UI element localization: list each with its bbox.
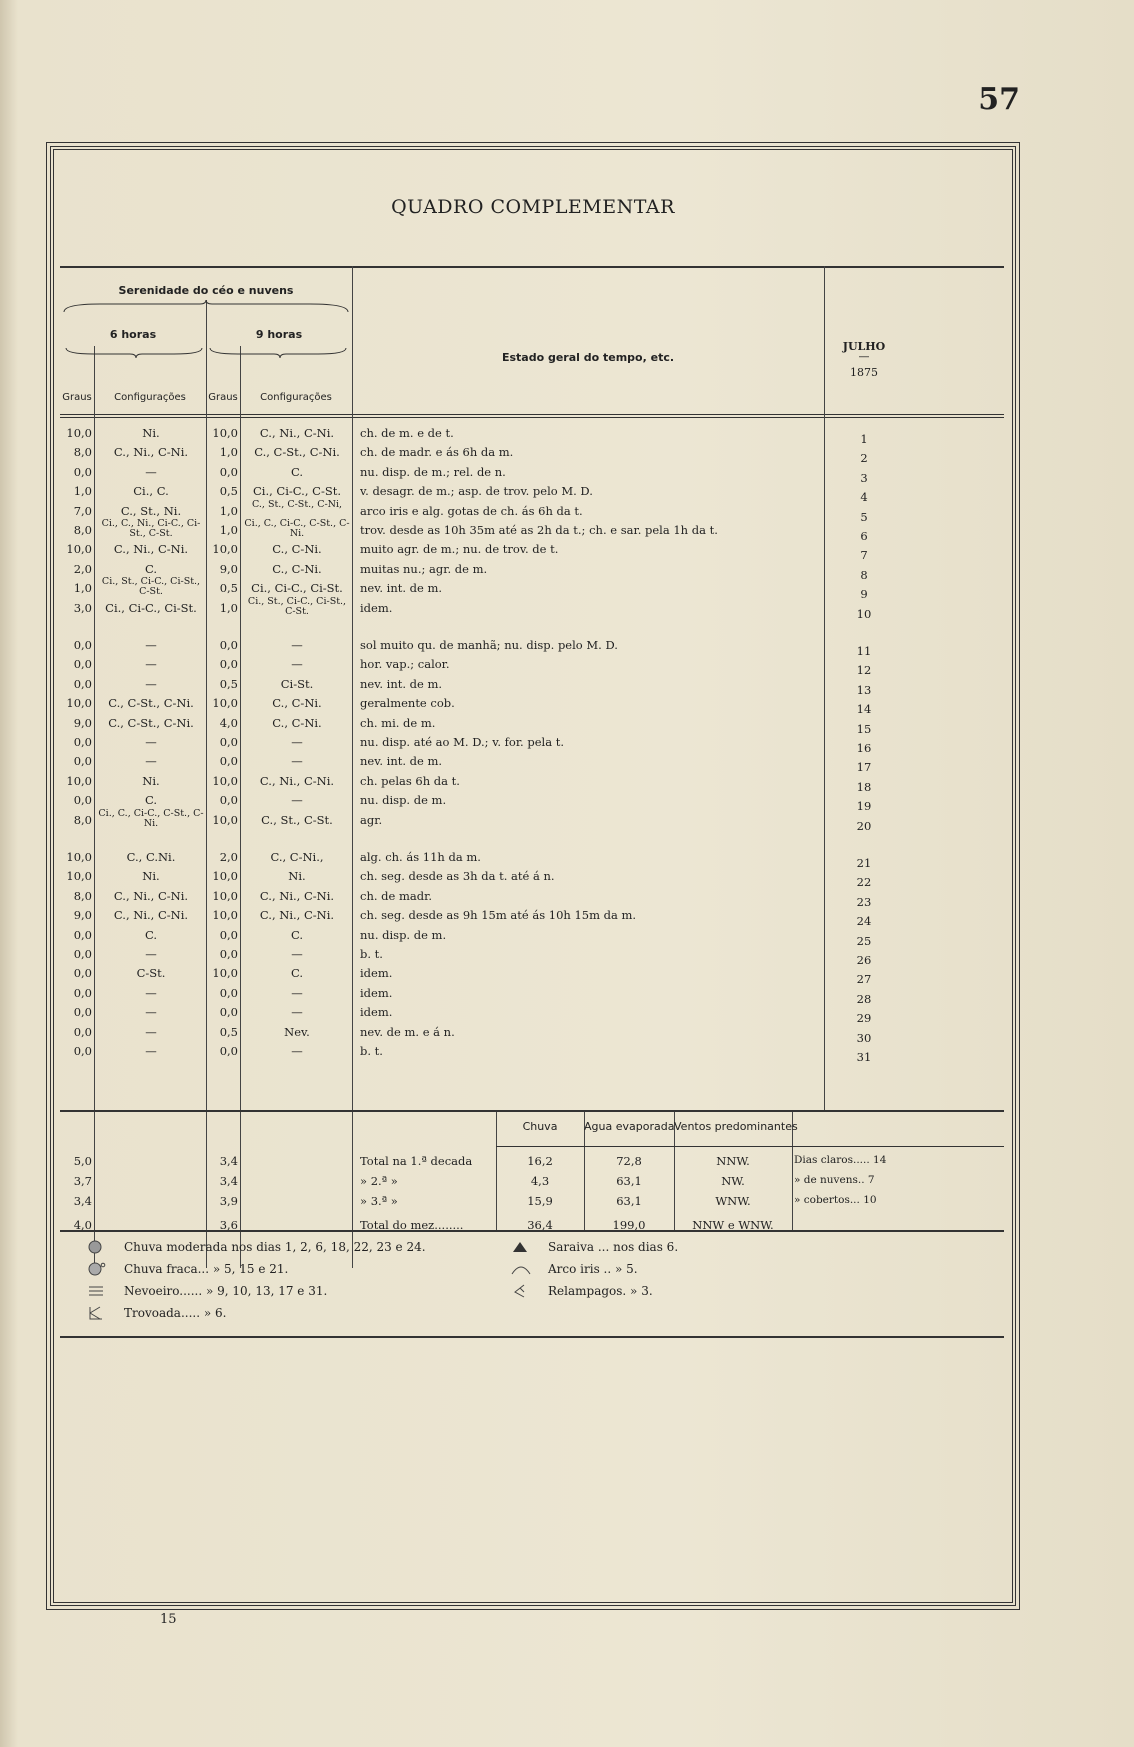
cell-g9: 2,0 — [219, 850, 238, 864]
summary-label: » 3.ª » — [360, 1194, 398, 1208]
summary-vento: NNW. — [716, 1154, 750, 1168]
cell-c9: C., C-Ni. — [272, 696, 322, 711]
cell-d: 11 — [856, 644, 872, 658]
col-divider — [352, 266, 353, 1110]
cell-g9: 1,0 — [219, 503, 238, 518]
summary-g9: 3,4 — [219, 1174, 238, 1188]
cell-e: trov. desde as 10h 35m até as 2h da t.; ch. e sar. pela 1h da t. — [360, 523, 718, 537]
cell-c9: — — [291, 657, 303, 672]
cell-e: ch. de madr. e ás 6h da m. — [360, 445, 514, 460]
cell-c9: — — [291, 985, 303, 1000]
summary-label: Total na 1.ª decada — [360, 1154, 473, 1168]
legend-label: Trovoada..... » 6. — [124, 1306, 227, 1320]
summary-dias: Dias claros..... 14 — [794, 1154, 887, 1166]
cell-g6: 8,0 — [73, 523, 92, 537]
cell-c6: Ci., C., Ni., Ci-C., Ci-St., C-St. — [101, 519, 201, 539]
cell-g6: 10,0 — [66, 426, 92, 440]
cell-d: 1 — [860, 432, 868, 446]
cell-c6: — — [145, 638, 157, 652]
cell-e: nu. disp. até ao M. D.; v. for. pela t. — [360, 735, 564, 749]
summary-g9: 3,6 — [219, 1218, 238, 1232]
cell-g6: 1,0 — [73, 484, 92, 499]
summary-g9: 3,4 — [219, 1154, 238, 1168]
cell-c6: C., C-St., C-Ni. — [108, 715, 194, 730]
cell-g9: 0,0 — [219, 638, 238, 652]
cell-d: 25 — [856, 933, 872, 948]
cell-c6: C., St., Ni. — [120, 503, 182, 518]
summary-g6: 3,7 — [73, 1174, 92, 1188]
summary-dias: » cobertos... 10 — [794, 1194, 877, 1206]
cell-c6: C. — [144, 561, 158, 576]
summary-bottom-rule — [60, 1230, 1004, 1232]
cell-g9: 10,0 — [212, 426, 238, 440]
cell-c9: C., Ni., C-Ni. — [259, 888, 335, 903]
cell-g9: 0,5 — [219, 581, 238, 596]
cell-g9: 0,0 — [219, 985, 238, 1000]
cell-d: 21 — [856, 856, 872, 870]
cell-g9: 0,0 — [219, 793, 238, 808]
cell-c6: Ci., C., Ci-C., C-St., C-Ni. — [98, 808, 204, 829]
cell-c6: C., C.Ni. — [126, 850, 176, 864]
cell-c9: — — [291, 735, 303, 749]
cell-g9: 1,0 — [219, 600, 238, 615]
cell-c9: C., St., C-St. — [261, 812, 333, 827]
cell-d: 20 — [856, 818, 872, 833]
cell-c6: — — [145, 985, 157, 1000]
summary-g6: 5,0 — [73, 1154, 92, 1168]
col-divider — [240, 346, 241, 1110]
cell-c6: Ni. — [142, 426, 160, 440]
cell-c9: — — [291, 754, 303, 769]
cell-d: 17 — [856, 760, 872, 775]
cell-e: agr. — [360, 812, 383, 827]
cell-d: 30 — [856, 1030, 872, 1045]
rainbow-icon — [510, 1262, 532, 1276]
fog-icon — [88, 1284, 104, 1298]
cell-c9: C. — [290, 966, 304, 981]
col-divider — [94, 346, 95, 1110]
cell-c6: Ci., Ci-C., Ci-St. — [105, 600, 197, 615]
cell-d: 15 — [856, 721, 872, 736]
legend-label: Arco iris .. » 5. — [548, 1262, 638, 1276]
cell-g9: 4,0 — [219, 715, 238, 730]
cell-c9: Ci., C., Ci-C., C-St., C-Ni. — [244, 519, 350, 539]
cell-c9: C., Ni., C-Ni. — [259, 773, 335, 788]
summary-vento: NW. — [721, 1174, 745, 1188]
cell-c9: Ci., Ci-C., C-St. — [252, 484, 341, 499]
cell-g6: 3,0 — [73, 600, 92, 615]
estado-header: Estado geral do tempo, etc. — [501, 351, 675, 364]
cell-g9: 0,5 — [219, 676, 238, 691]
cell-g6: 0,0 — [73, 638, 92, 652]
legend-label: Nevoeiro...... » 9, 10, 13, 17 e 31. — [124, 1284, 328, 1298]
cell-d: 24 — [856, 914, 872, 929]
cell-e: nev. int. de m. — [360, 754, 443, 769]
cell-e: idem. — [360, 966, 393, 981]
cell-d: 27 — [856, 972, 872, 987]
cell-e: nev. de m. e á n. — [360, 1024, 455, 1039]
cell-c6: Ci., St., Ci-C., Ci-St., C-St. — [101, 577, 201, 598]
cell-g6: 0,0 — [73, 754, 92, 769]
cell-c6: Ni. — [142, 869, 160, 884]
cell-c9: C., C-St., C-Ni. — [254, 445, 340, 460]
cell-g6: 0,0 — [73, 985, 92, 1000]
group-header: Serenidade do céo e nuvens — [118, 284, 294, 297]
lightning-icon — [512, 1284, 528, 1298]
cell-e: ch. de m. e de t. — [360, 426, 454, 440]
cell-c6: — — [145, 1005, 157, 1020]
cell-d: 12 — [856, 663, 872, 678]
summary-g6: 3,4 — [73, 1194, 92, 1208]
legend-bottom-rule — [60, 1336, 1004, 1338]
cell-c9: C., Ni., C-Ni. — [259, 426, 335, 440]
cell-d: 14 — [856, 702, 872, 717]
cell-g9: 0,5 — [219, 1024, 238, 1039]
cell-g6: 0,0 — [73, 1044, 92, 1058]
cell-e: v. desagr. de m.; asp. de trov. pelo M. D. — [360, 484, 593, 499]
cell-e: idem. — [360, 985, 393, 1000]
summary-agua: 63,1 — [616, 1174, 642, 1188]
cell-d: 18 — [856, 779, 872, 794]
legend-label: Saraiva ... nos dias 6. — [548, 1240, 679, 1254]
cell-g9: 9,0 — [219, 561, 238, 576]
summary-header-rule — [496, 1146, 1004, 1147]
cell-e: hor. vap.; calor. — [360, 657, 450, 672]
cell-d: 2 — [860, 451, 868, 466]
cell-g6: 9,0 — [73, 908, 92, 923]
cell-g9: 10,0 — [212, 908, 238, 923]
cell-g9: 0,0 — [219, 927, 238, 942]
summary-agua: 72,8 — [616, 1154, 642, 1168]
summary-dias: » de nuvens.. 7 — [794, 1174, 875, 1186]
cell-c9: Ci-St. — [280, 676, 314, 691]
h6-header: 6 horas — [109, 328, 157, 341]
cell-c6: C., Ni., C-Ni. — [113, 542, 189, 557]
cell-g6: 0,0 — [73, 927, 92, 942]
graus-header-9: Graus — [208, 392, 238, 403]
summary-chuva: 15,9 — [527, 1194, 553, 1208]
cell-g9: 0,0 — [219, 1005, 238, 1020]
table-frame — [50, 146, 1016, 1606]
cell-e: nu. disp. de m. — [360, 927, 447, 942]
brace-decoration-2 — [64, 346, 348, 358]
cell-c6: — — [145, 676, 157, 691]
cell-e: ch. de madr. — [360, 888, 432, 903]
cell-d: 9 — [860, 587, 868, 602]
cell-g6: 0,0 — [73, 676, 92, 691]
summary-chuva: 16,2 — [527, 1154, 553, 1168]
cell-g6: 8,0 — [73, 812, 92, 827]
cell-g6: 2,0 — [73, 561, 92, 576]
cell-c9: — — [291, 638, 303, 652]
agua-header: Agua evaporada — [584, 1120, 675, 1133]
cell-c6: C., Ni., C-Ni. — [113, 888, 189, 903]
cell-g6: 0,0 — [73, 966, 92, 981]
cell-g6: 10,0 — [66, 869, 92, 884]
cell-g9: 10,0 — [212, 542, 238, 557]
cell-g9: 10,0 — [212, 888, 238, 903]
cell-c6: Ci., C. — [133, 484, 169, 499]
cell-c6: C. — [144, 793, 158, 808]
cell-g6: 0,0 — [73, 735, 92, 749]
config-header-9: Configurações — [260, 392, 332, 403]
cell-g6: 9,0 — [73, 715, 92, 730]
rain-moderate-icon — [88, 1240, 102, 1254]
cell-c6: Ni. — [142, 773, 160, 788]
rain-light-icon — [88, 1262, 106, 1276]
cell-c6: C., Ni., C-Ni. — [113, 445, 189, 460]
cell-c6: — — [145, 1024, 157, 1039]
cell-g6: 10,0 — [66, 850, 92, 864]
cell-c9: — — [291, 1044, 303, 1058]
cell-c6: — — [145, 464, 157, 479]
cell-d: 13 — [856, 682, 872, 697]
summary-g9: 3,9 — [219, 1194, 238, 1208]
cell-g9: 0,0 — [219, 1044, 238, 1058]
cell-g9: 0,0 — [219, 657, 238, 672]
summary-agua: 199,0 — [612, 1218, 646, 1232]
cell-c9: — — [291, 1005, 303, 1020]
cell-e: nu. disp. de m. — [360, 793, 447, 808]
cell-d: 10 — [856, 606, 872, 621]
legend-label: Chuva fraca... » 5, 15 e 21. — [124, 1262, 289, 1276]
cell-e: ch. pelas 6h da t. — [360, 773, 460, 788]
cell-e: ch. seg. desde as 9h 15m até ás 10h 15m da m. — [360, 908, 637, 923]
cell-c9: C., Ni., C-Ni. — [259, 908, 335, 923]
cell-g6: 10,0 — [66, 773, 92, 788]
cell-c9: C. — [290, 464, 304, 479]
summary-vento: WNW. — [715, 1194, 751, 1208]
cell-g6: 0,0 — [73, 464, 92, 479]
cell-c9: C., C-Ni., — [270, 850, 324, 864]
cell-c9: C., St., C-St., C-Ni, — [251, 499, 343, 510]
cell-e: b. t. — [360, 947, 383, 961]
cell-g9: 10,0 — [212, 869, 238, 884]
cell-e: muito agr. de m.; nu. de trov. de t. — [360, 542, 559, 557]
cell-d: 31 — [856, 1050, 872, 1064]
cell-g9: 0,0 — [219, 947, 238, 961]
cell-e: nu. disp. de m.; rel. de n. — [360, 464, 506, 479]
cell-d: 4 — [860, 490, 868, 505]
cell-g6: 1,0 — [73, 581, 92, 596]
hail-icon — [512, 1240, 528, 1254]
cell-d: 6 — [860, 529, 868, 543]
cell-d: 19 — [856, 799, 872, 814]
cell-c9: C., C-Ni. — [272, 715, 322, 730]
cell-g9: 10,0 — [212, 773, 238, 788]
cell-c6: C-St. — [136, 966, 166, 981]
cell-g9: 10,0 — [212, 812, 238, 827]
month-dash: — — [858, 350, 870, 363]
cell-g6: 0,0 — [73, 947, 92, 961]
cell-c6: C., C-St., C-Ni. — [108, 696, 194, 711]
cell-e: muitas nu.; agr. de m. — [360, 561, 488, 576]
h9-header: 9 horas — [255, 328, 303, 341]
cell-e: ch. seg. desde as 3h da t. até á n. — [360, 869, 555, 884]
cell-c9: C., C-Ni. — [272, 561, 322, 576]
config-header-6: Configurações — [114, 392, 186, 403]
cell-g6: 7,0 — [73, 503, 92, 518]
cell-d: 29 — [856, 1011, 872, 1026]
cell-g6: 0,0 — [73, 657, 92, 672]
cell-d: 5 — [860, 509, 868, 524]
cell-g9: 0,0 — [219, 735, 238, 749]
cell-d: 3 — [860, 470, 868, 485]
cell-e: ch. mi. de m. — [360, 715, 436, 730]
summary-g6: 4,0 — [73, 1218, 92, 1232]
brace-decoration — [60, 300, 352, 314]
legend-label: Chuva moderada nos dias 1, 2, 6, 18, 22, 23 e 24. — [124, 1240, 426, 1254]
summary-agua: 63,1 — [616, 1194, 642, 1208]
chuva-header: Chuva — [522, 1120, 558, 1133]
cell-c6: — — [145, 754, 157, 769]
cell-d: 22 — [856, 875, 872, 890]
cell-e: b. t. — [360, 1044, 383, 1058]
header-bottom-rule — [60, 414, 1004, 415]
legend-label: Relampagos. » 3. — [548, 1284, 653, 1298]
graus-header-6: Graus — [62, 392, 92, 403]
footer-signature: 15 — [160, 1612, 177, 1627]
cell-g6: 8,0 — [73, 445, 92, 460]
cell-c6: C., Ni., C-Ni. — [113, 908, 189, 923]
month-header: JULHO — [842, 340, 886, 353]
cell-c9: C. — [290, 927, 304, 942]
summary-top-rule — [60, 1110, 1004, 1112]
cell-d: 26 — [856, 953, 872, 967]
cell-g6: 8,0 — [73, 888, 92, 903]
cell-g9: 1,0 — [219, 445, 238, 460]
page-number: 57 — [978, 82, 1020, 117]
cell-g6: 10,0 — [66, 696, 92, 711]
header-bottom-rule-2 — [60, 417, 1004, 418]
cell-c9: — — [291, 793, 303, 808]
cell-c9: Ni. — [288, 869, 306, 884]
cell-g9: 0,0 — [219, 464, 238, 479]
cell-c6: — — [145, 657, 157, 672]
cell-g9: 0,0 — [219, 754, 238, 769]
cell-d: 8 — [860, 567, 868, 582]
cell-g9: 0,5 — [219, 484, 238, 499]
thunder-icon — [88, 1306, 104, 1320]
cell-g6: 0,0 — [73, 1024, 92, 1039]
page-title: QUADRO COMPLEMENTAR — [391, 196, 675, 218]
summary-chuva: 36,4 — [527, 1218, 553, 1232]
cell-c9: — — [291, 947, 303, 961]
cell-g9: 10,0 — [212, 966, 238, 981]
cell-c9: Nev. — [284, 1024, 310, 1039]
cell-g6: 10,0 — [66, 542, 92, 557]
header-top-rule — [60, 266, 1004, 268]
cell-e: idem. — [360, 1005, 393, 1020]
cell-g9: 10,0 — [212, 696, 238, 711]
cell-g6: 0,0 — [73, 793, 92, 808]
cell-c6: — — [145, 735, 157, 749]
year-header: 1875 — [850, 366, 878, 379]
cell-c9: Ci., St., Ci-C., Ci-St., C-St. — [247, 596, 347, 617]
cell-e: sol muito qu. de manhã; nu. disp. pelo M. D. — [360, 638, 618, 652]
summary-chuva: 4,3 — [530, 1174, 550, 1188]
cell-g6: 0,0 — [73, 1005, 92, 1020]
cell-c9: Ci., Ci-C., Ci-St. — [251, 581, 343, 596]
cell-d: 23 — [856, 894, 872, 909]
cell-e: geralmente cob. — [360, 696, 455, 711]
cell-c6: C. — [144, 927, 158, 942]
cell-d: 16 — [856, 741, 872, 755]
cell-e: idem. — [360, 600, 393, 615]
cell-e: alg. ch. ás 11h da m. — [360, 850, 481, 864]
cell-c6: — — [145, 1044, 157, 1058]
cell-e: arco iris e alg. gotas de ch. ás 6h da t. — [360, 503, 583, 518]
summary-label: » 2.ª » — [360, 1174, 398, 1188]
cell-d: 28 — [856, 991, 872, 1006]
cell-c9: C., C-Ni. — [272, 542, 322, 557]
summary-label: Total do mez........ — [360, 1218, 464, 1232]
cell-e: nev. int. de m. — [360, 676, 443, 691]
ventos-header: Ventos predominantes — [674, 1120, 798, 1133]
cell-g9: 1,0 — [219, 523, 238, 537]
cell-c6: — — [145, 947, 157, 961]
cell-e: nev. int. de m. — [360, 581, 443, 596]
cell-d: 7 — [860, 548, 868, 563]
summary-vento: NNW e WNW. — [692, 1218, 774, 1232]
